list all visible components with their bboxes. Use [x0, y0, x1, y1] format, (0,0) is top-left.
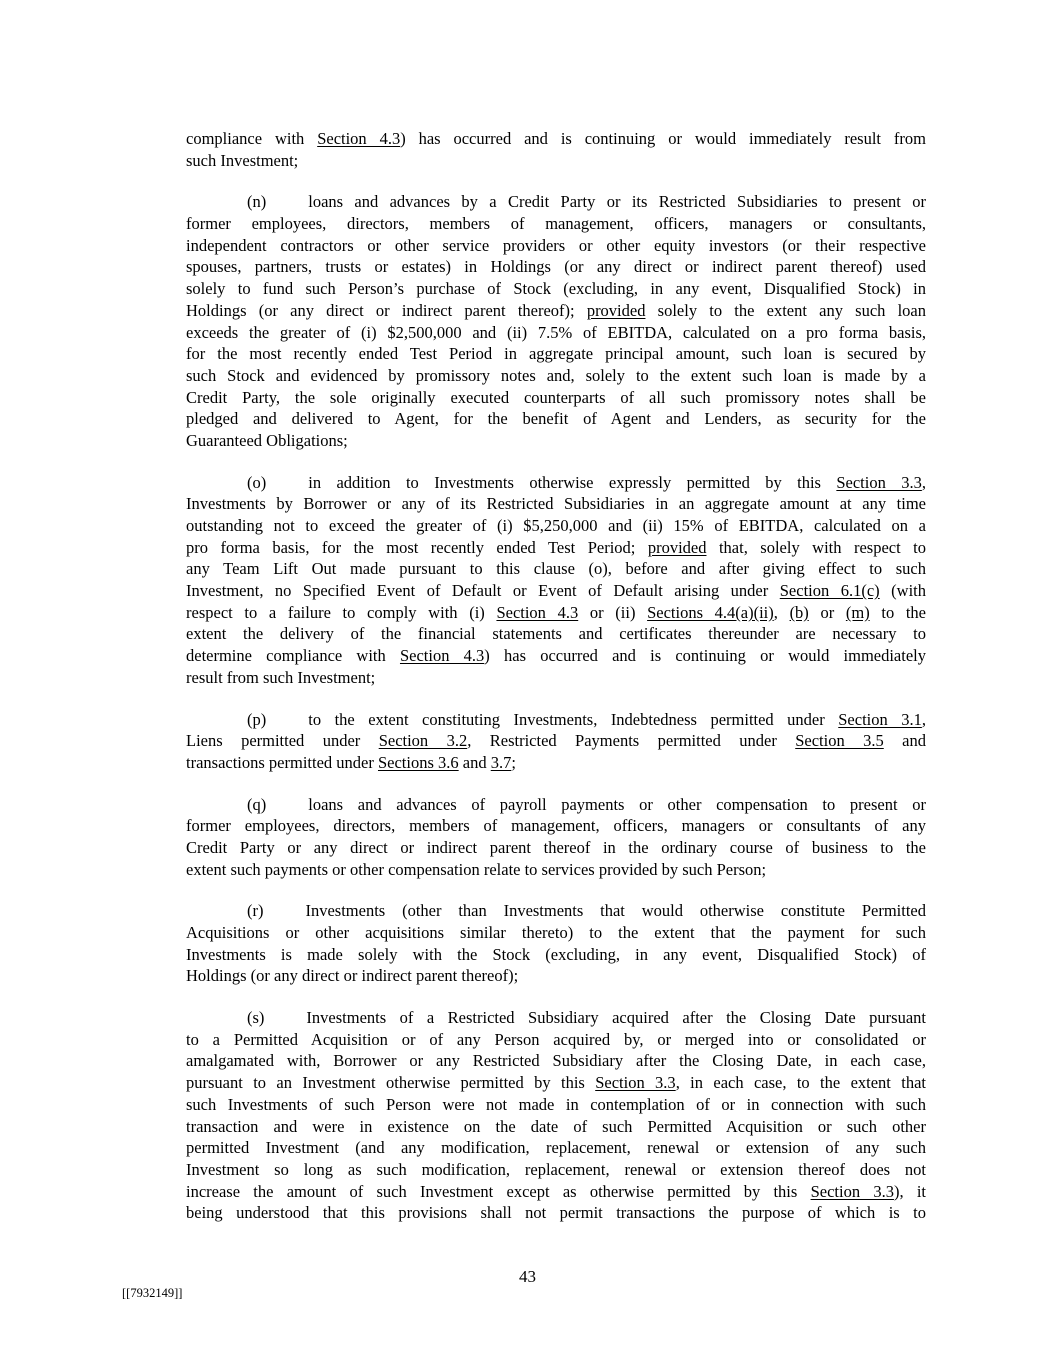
text-line — [186, 387, 926, 409]
text-line — [186, 944, 926, 966]
text-segment: result from such Investment; — [186, 667, 376, 687]
text-segment: , — [921, 472, 926, 492]
text-line — [186, 1072, 926, 1094]
text-segment: Investment so long as such modification, replacement, renewal or extension thereof does not — [186, 1159, 926, 1179]
text-line — [186, 256, 926, 278]
text-segment: that, solely with respect to — [706, 537, 927, 557]
underlined-reference: Section 3.1 — [838, 709, 922, 729]
text-segment: and — [458, 752, 491, 772]
underlined-reference: provided — [586, 300, 646, 320]
label-tab-space — [266, 487, 308, 488]
text-line — [186, 1094, 926, 1116]
text-line — [186, 1050, 926, 1072]
text-line — [186, 667, 926, 689]
underlined-reference: provided — [647, 537, 707, 557]
text-segment: Acquisitions or other acquisitions similar thereto) to the extent that the payment for such — [186, 923, 926, 942]
underlined-reference: Sections 3.6 — [377, 752, 459, 772]
clause-label: (o) — [247, 472, 267, 492]
text-segment: ) has occurred and is continuing or would immediately — [484, 646, 926, 666]
text-line — [186, 580, 926, 602]
text-line — [186, 235, 926, 257]
text-segment: such Stock and evidenced by promissory notes and, solely to the extent such loan is made by a — [186, 365, 926, 385]
text-line — [186, 558, 926, 580]
text-segment: Guaranteed Obligations; — [186, 430, 348, 450]
text-segment: Investments of a Restricted Subsidiary acquired after the Closing Date pursuant — [306, 1008, 926, 1028]
first-line-indent — [186, 724, 247, 725]
text-line — [186, 815, 926, 837]
paragraph-q — [186, 794, 926, 881]
text-line — [186, 859, 926, 881]
text-line — [186, 1007, 926, 1029]
underlined-reference: (b) — [789, 602, 809, 622]
text-line — [186, 1116, 926, 1138]
text-line — [186, 191, 926, 213]
text-line — [186, 794, 926, 816]
clause-label: (r) — [247, 901, 264, 921]
text-segment: such Investment; — [186, 150, 299, 170]
first-line-indent — [186, 915, 247, 916]
text-line — [186, 730, 926, 752]
label-tab-space — [264, 1022, 306, 1023]
first-line-indent — [186, 1022, 247, 1023]
text-segment: or — [808, 602, 846, 622]
text-line — [186, 752, 926, 774]
underlined-reference: 3.7 — [490, 752, 512, 772]
first-line-indent — [186, 487, 247, 488]
text-segment: ) has occurred and is continuing or would immediately result from — [400, 129, 926, 148]
text-line — [186, 430, 926, 452]
underlined-reference: (m) — [845, 602, 870, 622]
text-segment: former employees, directors, members of management, officers, managers or consultants of any — [186, 816, 926, 836]
text-line — [186, 150, 926, 172]
text-segment: solely to the extent any such loan — [645, 300, 926, 320]
text-segment: Credit Party, the sole originally executed counterparts of all such promissory notes shall be — [186, 387, 926, 407]
text-segment: outstanding not to exceed the greater of (i) $5,250,000 and (ii) 15% of EBITDA, calculated on a — [186, 516, 926, 535]
text-segment: amalgamated with, Borrower or any Restricted Subsidiary after the Closing Date, in each case, — [186, 1051, 926, 1071]
underlined-reference: Section 4.3 — [317, 129, 401, 148]
paragraph-s — [186, 1007, 926, 1224]
document-body — [186, 128, 926, 1224]
text-segment: ; — [511, 752, 516, 772]
underlined-reference: Section 4.3 — [399, 646, 485, 666]
text-segment: Investments is made solely with the Stock (excluding, in any event, Disqualified Stock) of — [186, 944, 926, 964]
underlined-reference: Section 3.3 — [836, 472, 922, 492]
text-line — [186, 602, 926, 624]
text-segment: to the extent constituting Investments, Indebtedness permitted under — [308, 709, 839, 729]
text-segment: permitted Investment (and any modification, replacement, renewal or extension of any such — [186, 1138, 926, 1158]
underlined-reference: Section 4.3 — [496, 602, 579, 622]
label-tab-space — [266, 724, 308, 725]
text-line — [186, 343, 926, 365]
underlined-reference: Section 6.1(c) — [779, 581, 880, 601]
text-line — [186, 300, 926, 322]
text-segment: or (ii) — [578, 602, 648, 622]
text-line — [186, 408, 926, 430]
text-segment: exceeds the greater of (i) $2,500,000 and (ii) 7.5% of EBITDA, calculated on a pro forma basis, — [186, 322, 926, 342]
clause-label: (p) — [247, 709, 267, 729]
text-segment: determine compliance with — [186, 646, 400, 666]
text-line — [186, 365, 926, 387]
text-segment: Holdings (or any direct or indirect parent thereof); — [186, 300, 587, 320]
text-line — [186, 965, 926, 987]
text-line — [186, 515, 926, 537]
clause-label: (s) — [247, 1008, 265, 1028]
text-segment: , — [921, 709, 926, 729]
text-segment: in addition to Investments otherwise expressly permitted by this — [308, 472, 837, 492]
text-segment: loans and advances by a Credit Party or its Restricted Subsidiaries to present or — [308, 192, 926, 212]
document-id-stamp: [[7932149]] — [122, 1286, 183, 1300]
text-line — [186, 1137, 926, 1159]
text-segment: independent contractors or other service providers or other equity investors (or their respective — [186, 235, 926, 255]
text-line — [186, 837, 926, 859]
text-line — [186, 645, 926, 667]
label-tab-space — [263, 915, 305, 916]
text-segment: extent the delivery of the financial statements and certificates thereunder are necessary to — [186, 624, 926, 644]
text-line — [186, 922, 926, 944]
text-line — [186, 623, 926, 645]
text-segment: transaction and were in existence on the date of such Permitted Acquisition or such other — [186, 1116, 926, 1136]
text-segment: Investment, no Specified Event of Default or Event of Default arising under — [186, 581, 780, 601]
paragraph-p — [186, 709, 926, 774]
underlined-reference: Sections 4.4(a)(ii) — [647, 602, 774, 622]
text-segment: compliance with — [186, 129, 318, 148]
text-segment: to the — [869, 602, 927, 622]
clause-label: (q) — [247, 794, 267, 814]
text-segment: pursuant to an Investment otherwise permitted by this — [186, 1073, 596, 1093]
text-segment: (with — [879, 581, 926, 601]
paragraph-r — [186, 900, 926, 987]
first-line-indent — [186, 809, 247, 810]
underlined-reference: Section 3.2 — [378, 731, 468, 751]
page-number: 43 — [519, 1267, 536, 1286]
underlined-reference: Section 3.5 — [795, 731, 884, 751]
text-segment: former employees, directors, members of management, officers, managers or consultants, — [186, 214, 926, 234]
text-line — [186, 213, 926, 235]
label-tab-space — [266, 206, 308, 207]
text-segment: for the most recently ended Test Period in aggregate principal amount, such loan is secured by — [186, 344, 926, 364]
text-segment: , in each case, to the extent that — [675, 1073, 926, 1093]
text-line — [186, 128, 926, 150]
paragraph-n — [186, 191, 926, 451]
text-segment: ), it — [893, 1181, 926, 1201]
text-segment: pro forma basis, for the most recently ended Test Period; — [186, 537, 648, 557]
text-segment: extent such payments or other compensation relate to services provided by such Person; — [186, 859, 767, 879]
text-segment: transactions permitted under — [186, 752, 378, 772]
text-segment: , — [773, 602, 790, 622]
text-segment: to a Permitted Acquisition or of any Person acquired by, or merged into or consolidated or — [186, 1029, 926, 1049]
text-segment: , Restricted Payments permitted under — [467, 731, 796, 751]
underlined-reference: Section 3.3 — [595, 1073, 676, 1093]
text-line — [186, 537, 926, 559]
text-line — [186, 900, 926, 922]
first-line-indent — [186, 206, 247, 207]
text-segment: Liens permitted under — [186, 731, 379, 751]
paragraph-continuation — [186, 128, 926, 171]
underlined-reference: Section 3.3 — [810, 1181, 894, 1201]
text-line — [186, 322, 926, 344]
text-line — [186, 472, 926, 494]
label-tab-space — [266, 809, 308, 810]
text-segment: spouses, partners, trusts or estates) in Holdings (or any direct or indirect parent thereof) used — [186, 257, 926, 277]
text-segment: solely to fund such Person’s purchase of Stock (excluding, in any event, Disqualified Stock) in — [186, 279, 926, 299]
text-segment: pledged and delivered to Agent, for the benefit of Agent and Lenders, as security for the — [186, 409, 926, 429]
text-segment: being understood that this provisions shall not permit transactions the purpose of which is to — [186, 1203, 926, 1223]
text-segment: Holdings (or any direct or indirect parent thereof); — [186, 966, 519, 986]
text-segment: increase the amount of such Investment except as otherwise permitted by this — [186, 1181, 811, 1201]
paragraph-o — [186, 472, 926, 689]
text-segment: and — [883, 731, 926, 751]
text-segment: loans and advances of payroll payments or other compensation to present or — [308, 794, 926, 814]
text-line — [186, 493, 926, 515]
text-line — [186, 1159, 926, 1181]
text-segment: such Investments of such Person were not made in contemplation of or in connection with such — [186, 1094, 926, 1114]
text-line — [186, 709, 926, 731]
text-line — [186, 1181, 926, 1203]
text-segment: Investments (other than Investments that would otherwise constitute Permitted — [305, 901, 926, 921]
text-segment: any Team Lift Out made pursuant to this clause (o), before and after giving effect to such — [186, 559, 926, 579]
text-segment: respect to a failure to comply with (i) — [186, 602, 497, 622]
clause-label: (n) — [247, 192, 267, 212]
text-line — [186, 1202, 926, 1224]
text-segment: Credit Party or any direct or indirect parent thereof in the ordinary course of business to the — [186, 837, 926, 857]
text-line — [186, 1029, 926, 1051]
text-line — [186, 278, 926, 300]
text-segment: Investments by Borrower or any of its Restricted Subsidiaries in an aggregate amount at any time — [186, 494, 926, 514]
